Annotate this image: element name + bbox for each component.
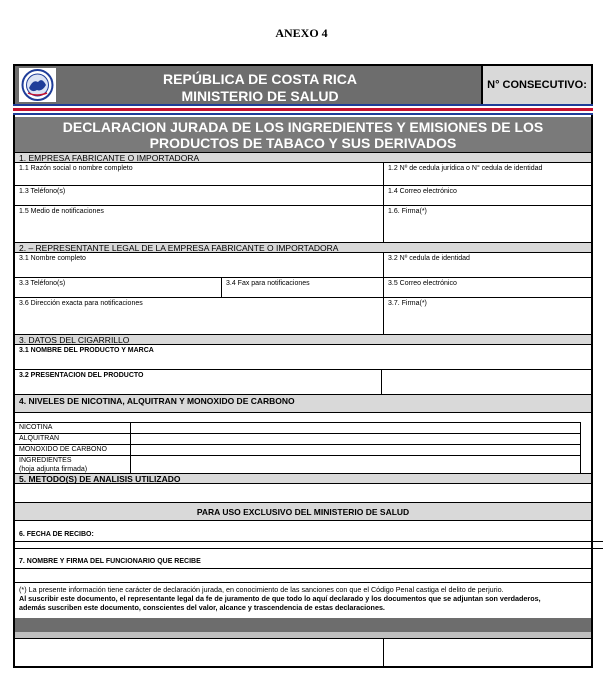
section-5-heading: 5. METODO(S) DE ANALISIS UTILIZADO: [15, 473, 591, 484]
section-3-heading: 3. DATOS DEL CIGARRILLO: [15, 334, 591, 345]
field-receipt-date[interactable]: 6. FECHA DE RECIBO:: [19, 531, 94, 538]
flag-stripe-blue-2: [13, 113, 593, 115]
row-co-label: MONOXIDO DE CARBONO: [19, 446, 107, 453]
field-rep-phones[interactable]: 3.3 Teléfono(s): [19, 280, 66, 287]
sworn-declaration-note: [15, 582, 591, 616]
row-nicotine-label: NICOTINA: [19, 424, 53, 431]
divider: [383, 253, 384, 334]
field-rep-full-name[interactable]: 3.1 Nombre completo: [19, 255, 86, 262]
field-product-presentation[interactable]: 3.2 PRESENTACION DEL PRODUCTO: [19, 372, 144, 379]
title-line-2: PRODUCTOS DE TABACO Y SUS DERIVADOS: [149, 135, 457, 151]
field-legal-id[interactable]: 1.2 Nº de cedula jurídica o N° cedula de identidad: [388, 165, 543, 172]
section-1-heading: 1. EMPRESA FABRICANTE O IMPORTADORA: [15, 152, 591, 163]
field-rep-email[interactable]: 3.5 Correo electrónico: [388, 280, 457, 287]
divider: [383, 163, 384, 242]
divider: [221, 277, 222, 297]
divider: [580, 422, 581, 473]
divider: [15, 548, 603, 549]
section-2-heading: 2. – REPRESENTANTE LEGAL DE LA EMPRESA FABRICANTE O IMPORTADORA: [15, 242, 591, 253]
divider: [15, 541, 603, 542]
declaration-title: [15, 117, 591, 152]
field-signature-2[interactable]: 3.7. Firma(*): [388, 300, 427, 307]
ministry-name: MINISTERIO DE SALUD: [181, 88, 339, 104]
row-tar-value[interactable]: [131, 434, 581, 444]
consecutive-label: N° CONSECUTIVO:: [487, 79, 587, 91]
annex-title: ANEXO 4: [275, 26, 328, 40]
note-line-1: (*) La presente información tiene carácter de declaración jurada, en conocimiento de las sanciones con que el Código Penal castiga el delito de perjurio.: [19, 585, 504, 594]
consecutive-number-box[interactable]: [481, 66, 591, 104]
field-rep-address[interactable]: 3.6 Dirección exacta para notificaciones: [19, 300, 143, 307]
ministry-seal-icon: [19, 68, 56, 102]
note-line-2: Al suscribir este documento, el representante legal da fe de juramento de que todo lo aquí declarado y los documentos que se adjuntan son verdaderos,: [19, 594, 541, 603]
footer-field-right[interactable]: [384, 639, 591, 666]
row-ingredients-label: [15, 456, 129, 473]
field-notification-means[interactable]: 1.5 Medio de notificaciones: [19, 208, 104, 215]
divider: [15, 568, 591, 569]
footer-band-1: [15, 618, 591, 632]
field-signature-1[interactable]: 1.6. Firma(*): [388, 208, 427, 215]
section-4-heading: 4. NIVELES DE NICOTINA, ALQUITRAN Y MONOXIDO DE CARBONO: [15, 394, 591, 413]
field-rep-fax[interactable]: 3.4 Fax para notificaciones: [226, 280, 310, 287]
divider: [381, 369, 382, 394]
row-nicotine-value[interactable]: [131, 423, 581, 433]
official-use-heading: PARA USO EXCLUSIVO DEL MINISTERIO DE SALUD: [15, 502, 591, 521]
field-product-presentation-extra[interactable]: [383, 370, 591, 394]
ingredients-line-2: (hoja adjunta firmada): [19, 466, 88, 473]
field-phones[interactable]: 1.3 Teléfono(s): [19, 188, 66, 195]
footer-field-left[interactable]: [15, 639, 382, 666]
field-business-name[interactable]: 1.1 Razón social o nombre completo: [19, 165, 133, 172]
field-rep-id[interactable]: 3.2 Nº cedula de identidad: [388, 255, 470, 262]
note-line-3: además suscriben este documento, conscientes del valor, alcance y trascendencia de estas declaraciones.: [19, 603, 385, 612]
row-ingredients-value[interactable]: [131, 456, 581, 473]
row-tar-label: ALQUITRAN: [19, 435, 60, 442]
title-line-1: DECLARACION JURADA DE LOS INGREDIENTES Y EMISIONES DE LOS: [62, 119, 544, 135]
ingredients-line-1: INGREDIENTES: [19, 457, 72, 464]
field-email[interactable]: 1.4 Correo electrónico: [388, 188, 457, 195]
field-official-name-signature[interactable]: 7. NOMBRE Y FIRMA DEL FUNCIONARIO QUE RECIBE: [19, 558, 201, 565]
country-name: REPÚBLICA DE COSTA RICA: [163, 71, 357, 87]
field-product-name-brand[interactable]: 3.1 NOMBRE DEL PRODUCTO Y MARCA: [19, 347, 154, 354]
field-analysis-method[interactable]: [15, 484, 591, 502]
row-co-value[interactable]: [131, 445, 581, 455]
divider: [130, 422, 131, 473]
